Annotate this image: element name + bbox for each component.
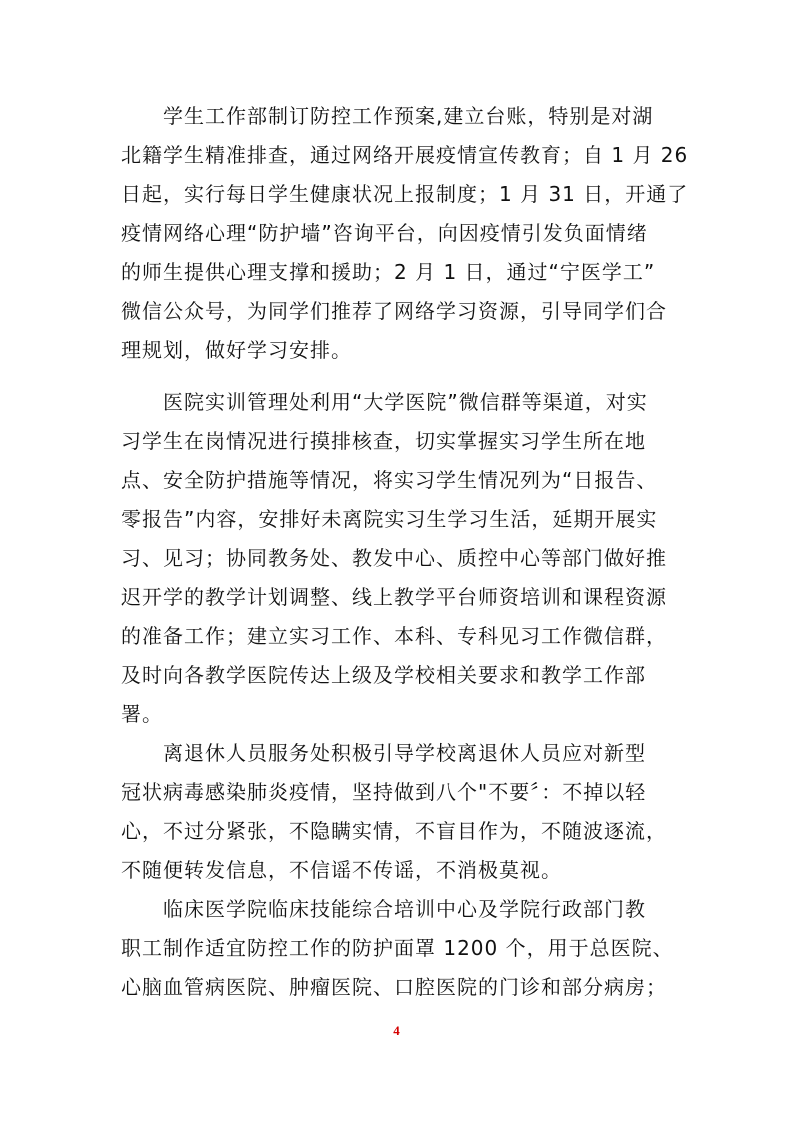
text-line: 离退休人员服务处积极引导学校离退休人员应对新型 [163,741,646,765]
text-line: 迟开学的教学计划调整、线上教学平台师资培训和课程资源 [121,585,667,609]
text-line: 的准备工作；建立实习工作、本科、专科见习工作微信群， [121,624,667,648]
text-line: 北籍学生精准排查，通过网络开展疫情宣传教育；自 1 月 26 [121,143,689,167]
text-line: 习、见习；协同教务处、教发中心、质控中心等部门做好推 [121,546,667,570]
text-line: 临床医学院临床技能综合培训中心及学院行政部门教 [163,897,646,921]
text-line: 心脑血管病医院、肿瘤医院、口腔医院的门诊和部分病房； [121,975,667,999]
text-line: 心，不过分紧张，不隐瞒实情，不盲目作为，不随波逐流， [121,819,667,843]
page-number: 4 [393,1023,400,1038]
text-line: 不随便转发信息，不信谣不传谣，不消极莫视。 [121,858,562,882]
text-line: 冠状病毒感染肺炎疫情，坚持做到八个"不要〞：不掉以轻 [121,780,647,804]
text-line: 日起，实行每日学生健康状况上报制度；1 月 31 日，开通了 [121,182,689,206]
text-line: 学生工作部制订防控工作预案,建立台账，特别是对湖 [163,104,654,128]
text-line: 及时向各教学医院传达上级及学校相关要求和教学工作部 [121,663,646,687]
text-line: 理规划，做好学习安排。 [121,338,352,362]
text-line: 署。 [121,702,163,726]
text-line: 职工制作适宜防控工作的防护面罩 1200 个，用于总医院、 [121,936,674,960]
text-line: 的师生提供心理支撑和援助；2 月 1 日，通过“宁医学工” [121,260,656,284]
text-line: 微信公众号，为同学们推荐了网络学习资源，引导同学们合 [121,299,667,323]
text-line: 习学生在岗情况进行摸排核查，切实掌握实习学生所在地 [121,429,646,453]
text-line: 疫情网络心理“防护墙”咨询平台，向因疫情引发负面情绪 [121,221,648,245]
text-line: 点、安全防护措施等情况，将实习学生情况列为“日报告、 [121,468,658,492]
text-line: 医院实训管理处利用“大学医院”微信群等渠道，对实 [163,390,648,414]
text-line: 零报告”内容，安排好未离院实习生学习生活，延期开展实 [121,507,658,531]
